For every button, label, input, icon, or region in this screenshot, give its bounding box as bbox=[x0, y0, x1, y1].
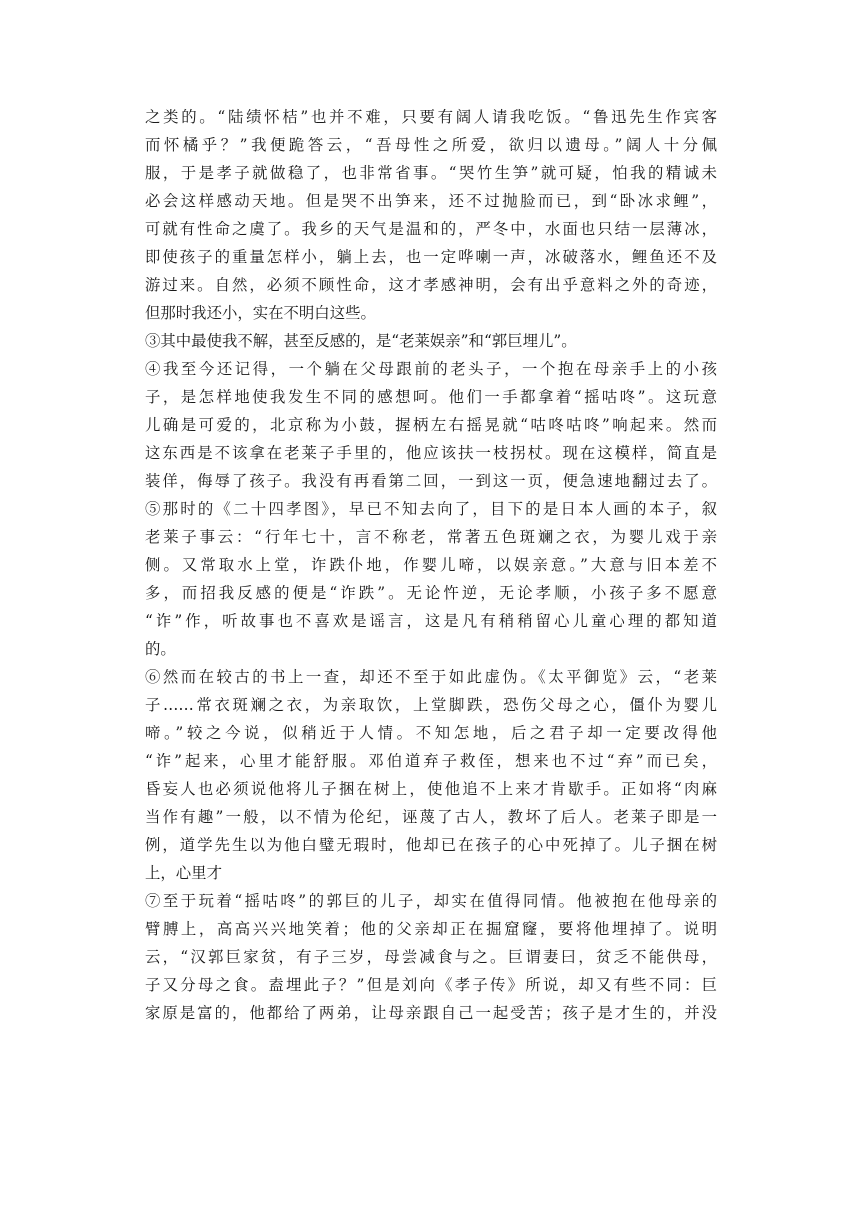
text-line: 多，而招我反感的便是“诈跌”。无论忤逆，无论孝顺，小孩子多不愿意 bbox=[145, 584, 717, 602]
text-line: 而怀橘乎？”我便跪答云，“吾母性之所爱，欲归以遗母。”阔人十分佩 bbox=[145, 136, 717, 154]
text-line: “诈”作，听故事也不喜欢是谣言，这是凡有稍稍留心儿童心理的都知道 bbox=[145, 612, 717, 630]
paragraph-4-line: ④我至今还记得，一个躺在父母跟前的老头子，一个抱在母亲手上的小孩 bbox=[145, 360, 717, 378]
text-line: 服，于是孝子就做稳了，也非常省事。“哭竹生笋”就可疑，怕我的精诚未 bbox=[145, 164, 717, 182]
text-line: 游过来。自然，必须不顾性命，这才孝感神明，会有出乎意料之外的奇迹， bbox=[145, 276, 717, 294]
text-line: 必会这样感动天地。但是哭不出笋来，还不过抛脸而已，到“卧冰求鲤”， bbox=[145, 192, 717, 210]
text-line: 子，是怎样地使我发生不同的感想呵。他们一手都拿着“摇咕咚”。这玩意 bbox=[145, 388, 717, 406]
text-line: 子……常衣斑斓之衣，为亲取饮，上堂脚跌，恐伤父母之心，僵仆为婴儿 bbox=[145, 696, 717, 714]
text-line: 但那时我还小，实在不明白这些。 bbox=[145, 304, 376, 322]
paragraph-5-line: ⑤那时的《二十四孝图》，早已不知去向了，目下的是日本人画的本子，叙 bbox=[145, 500, 717, 518]
text-line: 家原是富的，他都给了两弟，让母亲跟自己一起受苦；孩子是才生的，并没 bbox=[145, 1004, 717, 1022]
text-line: 侧。又常取水上堂，诈跌仆地，作婴儿啼，以娱亲意。”大意与旧本差不 bbox=[145, 556, 717, 574]
text-line: 可就有性命之虞了。我乡的天气是温和的，严冬中，水面也只结一层薄冰， bbox=[145, 220, 717, 238]
body-text bbox=[145, 103, 717, 1027]
text-line: 装佯，侮辱了孩子。我没有再看第二回，一到这一页，便急速地翻过去了。 bbox=[145, 472, 717, 490]
text-line: 之类的。“陆绩怀桔”也并不难，只要有阔人请我吃饭。“鲁迅先生作宾客 bbox=[145, 108, 717, 126]
text-line: 臂膊上，高高兴兴地笑着；他的父亲却正在掘窟窿，要将他埋掉了。说明 bbox=[145, 920, 717, 938]
paragraph-6-line: ⑥然而在较古的书上一查，却还不至于如此虚伪。《太平御览》云，“老莱 bbox=[145, 668, 717, 686]
text-line: 子又分母之食。盍埋此子？”但是刘向《孝子传》所说，却又有些不同：巨 bbox=[145, 976, 717, 994]
paragraph-3-line: ③其中最使我不解，甚至反感的，是“老莱娱亲”和“郭巨埋儿”。 bbox=[145, 332, 577, 350]
text-line: 当作有趣”一般，以不情为伦纪，诬蔑了古人，教坏了后人。老莱子即是一 bbox=[145, 808, 717, 826]
text-line: 即使孩子的重量怎样小，躺上去，也一定哗喇一声，冰破落水，鲤鱼还不及 bbox=[145, 248, 717, 266]
text-line: 的。 bbox=[145, 640, 176, 658]
text-line: 上，心里才 bbox=[145, 864, 222, 882]
text-line: 例，道学先生以为他白璧无瑕时，他却已在孩子的心中死掉了。儿子捆在树 bbox=[145, 836, 717, 854]
text-line: 儿确是可爱的，北京称为小鼓，握柄左右摇晃就“咕咚咕咚”响起来。然而 bbox=[145, 416, 717, 434]
paragraph-7-line: ⑦至于玩着“摇咕咚”的郭巨的儿子，却实在值得同情。他被抱在他母亲的 bbox=[145, 892, 717, 910]
text-line: 昏妄人也必须说他将儿子捆在树上，使他追不上来才肯歇手。正如将“肉麻 bbox=[145, 780, 717, 798]
text-line: 这东西是不该拿在老莱子手里的，他应该扶一枝拐杖。现在这模样，简直是 bbox=[145, 444, 717, 462]
text-line: 啼。”较之今说，似稍近于人情。不知怎地，后之君子却一定要改得他 bbox=[145, 724, 717, 742]
text-line: 云，“汉郭巨家贫，有子三岁，母尝减食与之。巨谓妻曰，贫乏不能供母， bbox=[145, 948, 717, 966]
text-line: 老莱子事云：“行年七十，言不称老，常著五色斑斓之衣，为婴儿戏于亲 bbox=[145, 528, 717, 546]
text-line: “诈”起来，心里才能舒服。邓伯道弃子救侄，想来也不过“弃”而已矣， bbox=[145, 752, 717, 770]
